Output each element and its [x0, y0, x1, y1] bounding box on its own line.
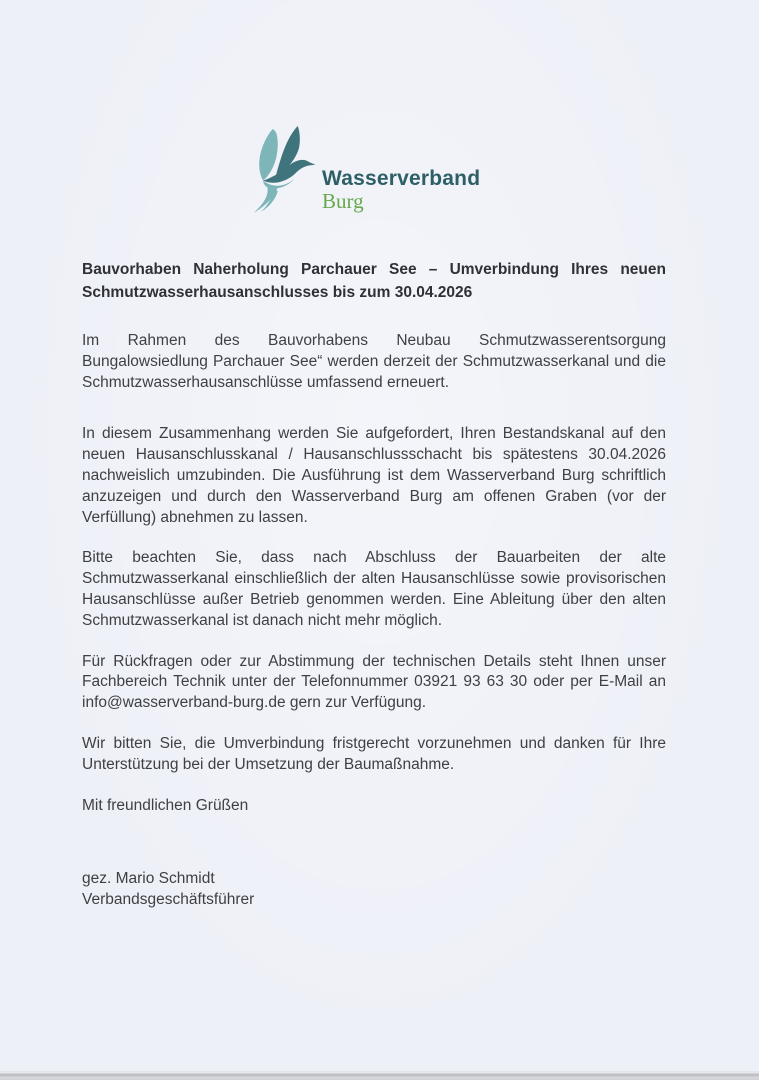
subject-line: Bauvorhaben Naherholung Parchauer See – Umverbindung Ihres neuen Schmutzwasserhausanschlusses bis zum 30.04.2026	[82, 261, 666, 301]
letter-body	[82, 258, 666, 910]
closing-salutation: Mit freundlichen Grüßen	[82, 796, 249, 814]
body-paragraph-3: Bitte beachten Sie, dass nach Abschluss der Bauarbeiten der alte Schmutzwasserkanal einschließlich der alten Hausanschlüsse sowie provisorischen Hausanschlüsse außer Betrieb genommen werden. Eine Ableitung über den alten Schmutzwasserkanal ist danach nicht mehr möglich.	[82, 549, 666, 629]
logo-organization-name: Wasserverband	[322, 167, 481, 190]
heron-bird-icon	[248, 126, 318, 214]
body-paragraph-2: In diesem Zusammenhang werden Sie aufgefordert, Ihren Bestandskanal auf den neuen Hausanschlusskanal / Hausanschlussschacht bis spätestens 30.04.2026 nachweislich umzubinden. Die Ausführung ist dem Wasserverband Burg schriftlich anzuzeigen und durch den Wasserverband Burg am offenen Graben (vor der Verfüllung) abnehmen zu lassen.	[82, 425, 666, 526]
body-paragraph-1: Im Rahmen des Bauvorhabens Neubau Schmutzwasserentsorgung Bungalowsiedlung Parchauer See“ werden derzeit der Schmutzwasserkanal und die Schmutzwasserhausanschlüsse umfassend erneuert.	[82, 332, 666, 391]
signature-title: Verbandsgeschäftsführer	[82, 891, 255, 909]
logo-wordmark	[322, 168, 480, 212]
scan-bottom-edge	[0, 1071, 759, 1080]
wasserverband-burg-logo	[248, 126, 480, 214]
logo-location-name: Burg	[322, 189, 364, 213]
body-paragraph-4: Für Rückfragen oder zur Abstimmung der technischen Details steht Ihnen unser Fachbereich Technik unter der Telefonnummer 03921 93 63 30 oder per E-Mail an info@wasserverband-burg.de gern zur Verfügung.	[82, 652, 666, 712]
body-paragraph-5: Wir bitten Sie, die Umverbindung fristgerecht vorzunehmen und danken für Ihre Unterstützung bei der Umsetzung der Baumaßnahme.	[82, 734, 666, 773]
signature-name: gez. Mario Schmidt	[82, 870, 215, 888]
signature-block	[82, 868, 666, 910]
